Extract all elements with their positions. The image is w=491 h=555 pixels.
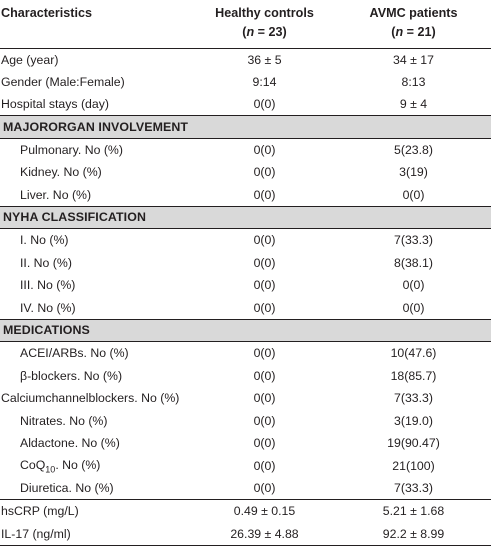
header-avmc-patients: AVMC patients (n = 21) xyxy=(369,6,458,39)
table-row: IL-17 (ng/ml) 26.39 ± 4.88 92.2 ± 8.99 xyxy=(0,522,491,545)
table-row: CoQ$_{10}$. No (%) 0(0) 21(100) xyxy=(0,455,491,478)
table-row: Kidney. No (%) 0(0) 3(19) xyxy=(20,165,428,180)
table-row: Hospital stays (day) 0(0) 9 ± 4 xyxy=(1,97,428,112)
section-header-nyha: NYHA CLASSIFICATION xyxy=(0,206,491,229)
table-row: hsCRP (mg/L) 0.49 ± 0.15 5.21 ± 1.68 xyxy=(0,500,491,523)
header-characteristics: Characteristics xyxy=(1,6,93,20)
table-row: β-blockers. No (%) 0(0) 18(85.7) xyxy=(20,368,437,383)
table-row: II. No (%) 0(0) 8(38.1) xyxy=(20,255,433,270)
table-row: Nitrates. No (%) 0(0) 3(19.0) xyxy=(20,413,433,428)
table-row: I. No (%) 0(0) 7(33.3) xyxy=(20,233,433,248)
table-row: IV. No (%) 0(0) 0(0) xyxy=(20,300,425,315)
table-row: Calciumchannelblockers. No (%) 0(0) 7(33.3) xyxy=(1,391,433,406)
table-row: ACEI/ARBs. No (%) 0(0) 10(47.6) xyxy=(20,346,437,361)
table-row: Pulmonary. No (%) 0(0) 5(23.8) xyxy=(20,142,433,157)
table-row: Gender (Male:Female) 9:14 8:13 xyxy=(1,74,426,89)
table-row: Aldactone. No (%) 0(0) 19(90.47) xyxy=(20,436,440,451)
table-row: Age (year) 36 ± 5 34 ± 17 xyxy=(1,52,434,67)
section-header-medications: MEDICATIONS xyxy=(0,319,491,342)
table-row: Liver. No (%) 0(0) 0(0) xyxy=(20,187,425,202)
header-healthy-controls: Healthy controls (n = 23) xyxy=(215,6,314,39)
header-row xyxy=(0,0,491,48)
table-row: Diuretica. No (%) 0(0) 7(33.3) xyxy=(20,481,433,496)
table-row: III. No (%) 0(0) 0(0) xyxy=(20,278,425,293)
coq10-label: CoQ$_{10}$. No (%) xyxy=(20,457,101,475)
section-header-organ: MAJORORGAN INVOLVEMENT xyxy=(0,116,491,139)
